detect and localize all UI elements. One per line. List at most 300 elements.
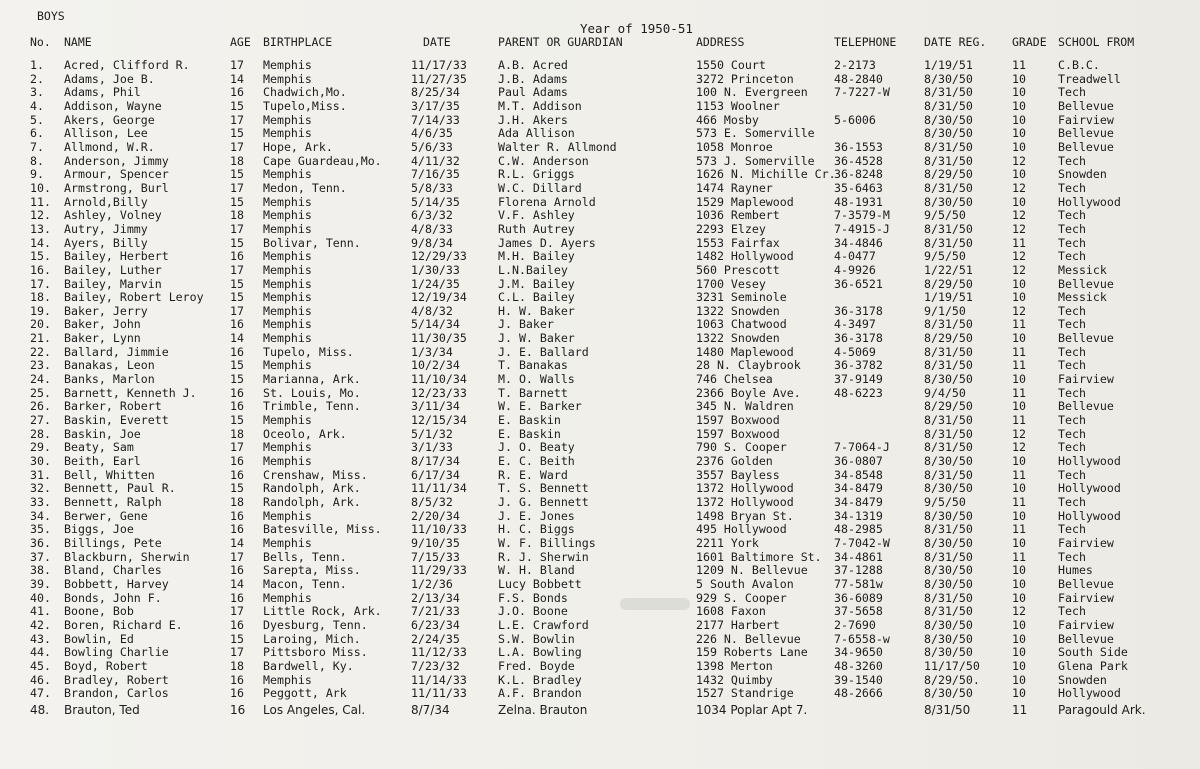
student-birthplace: Oceolo, Ark. (263, 426, 347, 441)
student-number: 16. (30, 262, 51, 277)
table-row (0, 592, 1200, 606)
parent-name: Fred. Boyde (498, 658, 575, 673)
student-age: 16 (230, 317, 244, 332)
student-address: 2366 Boyle Ave. (696, 385, 801, 400)
telephone: 77-581w (834, 576, 883, 591)
birth-date: 11/17/33 (411, 58, 467, 72)
telephone: 37-5658 (834, 604, 883, 619)
student-number: 40. (30, 590, 51, 605)
student-name: Anderson, Jimmy (64, 153, 169, 168)
stamp-mark (620, 598, 690, 610)
student-age: 15 (230, 98, 244, 113)
school-from: C.B.C. (1058, 58, 1100, 72)
grade: 10 (1012, 399, 1026, 414)
table-row (0, 660, 1200, 674)
grade: 12 (1012, 208, 1026, 223)
student-birthplace: Memphis (263, 221, 312, 236)
parent-name: L.A. Bowling (498, 645, 582, 660)
student-age: 14 (230, 576, 244, 591)
parent-name: R. J. Sherwin (498, 549, 589, 564)
parent-name: A.B. Acred (498, 58, 568, 72)
student-name: Bailey, Herbert (64, 249, 169, 264)
table-row (0, 346, 1200, 360)
birth-date: 6/3/32 (411, 208, 453, 223)
date-registered: 8/29/50 (924, 276, 973, 291)
date-registered: 8/31/50 (924, 317, 973, 332)
birth-date: 1/2/36 (411, 576, 453, 591)
telephone: 48-6223 (834, 385, 883, 400)
school-from: Fairview (1058, 617, 1114, 632)
parent-name: M. O. Walls (498, 372, 575, 387)
student-address: 1527 Standrige (696, 686, 794, 701)
table-row (0, 73, 1200, 87)
birth-date: 11/12/33 (411, 645, 467, 660)
table-row (0, 100, 1200, 114)
school-from: Tech (1058, 549, 1086, 564)
student-name: Brandon, Carlos (64, 686, 169, 701)
student-address: 2376 Golden (696, 454, 773, 469)
student-birthplace: Crenshaw, Miss. (263, 467, 368, 482)
table-row (0, 264, 1200, 278)
student-birthplace: Bolivar, Tenn. (263, 235, 361, 250)
school-from: Tech (1058, 495, 1086, 509)
grade: 10 (1012, 98, 1026, 113)
table-row (0, 373, 1200, 387)
school-from: Tech (1058, 317, 1086, 332)
grade: 10 (1012, 290, 1026, 305)
telephone: 34-8479 (834, 495, 883, 509)
date-registered: 8/30/50 (924, 194, 973, 209)
date-registered: 8/29/50 (924, 399, 973, 414)
parent-name: H. W. Baker (498, 303, 575, 318)
date-registered: 8/31/50 (924, 426, 973, 441)
grade: 10 (1012, 276, 1026, 291)
date-registered: 8/31/50 (924, 235, 973, 250)
student-address: 1550 Court (696, 58, 766, 72)
telephone: 4-0477 (834, 249, 876, 264)
student-address: 28 N. Claybrook (696, 358, 801, 373)
school-from: Paragould Ark. (1058, 702, 1146, 717)
parent-name: J. E. Jones (498, 508, 575, 523)
parent-name: E. Baskin (498, 413, 561, 428)
telephone: 36-6089 (834, 590, 883, 605)
student-birthplace: St. Louis, Mo. (263, 385, 361, 400)
school-from: Bellevue (1058, 631, 1114, 646)
school-from: Hollywood (1058, 194, 1121, 209)
table-row (0, 523, 1200, 537)
student-number: 31. (30, 467, 51, 482)
telephone: 36-0807 (834, 454, 883, 469)
table-row (0, 168, 1200, 182)
grade: 10 (1012, 617, 1026, 632)
student-number: 32. (30, 481, 51, 496)
grade: 10 (1012, 71, 1026, 86)
student-name: Bailey, Marvin (64, 276, 162, 291)
student-address: 1553 Fairfax (696, 235, 780, 250)
telephone: 39-1540 (834, 672, 883, 687)
student-age: 16 (230, 344, 244, 359)
student-age: 17 (230, 180, 244, 195)
table-row (0, 86, 1200, 100)
parent-name: T. Barnett (498, 385, 568, 400)
student-name: Brauton, Ted (64, 702, 140, 717)
student-number: 21. (30, 331, 51, 346)
date-registered: 8/30/50 (924, 563, 973, 578)
student-name: Baskin, Everett (64, 413, 169, 428)
grade: 11 (1012, 522, 1026, 537)
student-number: 39. (30, 576, 51, 591)
parent-name: J. E. Ballard (498, 344, 589, 359)
table-row (0, 278, 1200, 292)
table-row (0, 687, 1200, 701)
date-registered: 9/5/50 (924, 495, 966, 509)
grade: 10 (1012, 631, 1026, 646)
grade: 10 (1012, 535, 1026, 550)
telephone: 34-4846 (834, 235, 883, 250)
school-from: Hollywood (1058, 686, 1121, 701)
student-number: 4. (30, 98, 44, 113)
student-number: 12. (30, 208, 51, 223)
date-registered: 8/31/50 (924, 440, 973, 455)
student-name: Armstrong, Burl (64, 180, 169, 195)
student-birthplace: Memphis (263, 440, 312, 455)
date-registered: 8/30/50 (924, 617, 973, 632)
birth-date: 11/10/33 (411, 522, 467, 537)
school-from: Bellevue (1058, 139, 1114, 154)
parent-name: M.T. Addison (498, 98, 582, 113)
date-registered: 8/29/50 (924, 331, 973, 346)
student-birthplace: Trimble, Tenn. (263, 399, 361, 414)
parent-name: T. S. Bennett (498, 481, 589, 496)
student-address: 1372 Hollywood (696, 481, 794, 496)
header-no: No. (30, 35, 51, 49)
birth-date: 11/11/34 (411, 481, 467, 496)
telephone: 34-4861 (834, 549, 883, 564)
student-number: 26. (30, 399, 51, 414)
table-row (0, 455, 1200, 469)
student-age: 15 (230, 126, 244, 141)
birth-date: 12/15/34 (411, 413, 467, 428)
date-registered: 8/30/50 (924, 645, 973, 660)
grade: 10 (1012, 139, 1026, 154)
table-row (0, 633, 1200, 647)
parent-name: W.C. Dillard (498, 180, 582, 195)
student-name: Bradley, Robert (64, 672, 169, 687)
birth-date: 3/11/34 (411, 399, 460, 414)
student-age: 17 (230, 303, 244, 318)
school-from: Tech (1058, 208, 1086, 223)
grade: 12 (1012, 604, 1026, 619)
telephone: 4-5069 (834, 344, 876, 359)
table-row (0, 551, 1200, 565)
grade: 10 (1012, 672, 1026, 687)
telephone: 36-3782 (834, 358, 883, 373)
student-birthplace: Memphis (263, 317, 312, 332)
student-age: 16 (230, 702, 246, 717)
grade: 10 (1012, 481, 1026, 496)
table-row (0, 469, 1200, 483)
student-name: Allison, Lee (64, 126, 148, 141)
table-row (0, 619, 1200, 633)
student-birthplace: Memphis (263, 508, 312, 523)
student-age: 18 (230, 495, 244, 509)
birth-date: 2/13/34 (411, 590, 460, 605)
student-name: Beaty, Sam (64, 440, 134, 455)
student-age: 15 (230, 358, 244, 373)
student-birthplace: Memphis (263, 413, 312, 428)
telephone: 36-8248 (834, 167, 883, 182)
parent-name: K.L. Bradley (498, 672, 582, 687)
student-name: Bennett, Paul R. (64, 481, 176, 496)
student-birthplace: Memphis (263, 208, 312, 223)
date-registered: 8/31/50 (924, 549, 973, 564)
parent-name: F.S. Bonds (498, 590, 568, 605)
student-age: 17 (230, 549, 244, 564)
student-name: Ashley, Volney (64, 208, 162, 223)
table-row (0, 400, 1200, 414)
grade: 10 (1012, 563, 1026, 578)
student-number: 18. (30, 290, 51, 305)
student-address: 1034 Poplar Apt 7. (696, 702, 808, 717)
school-from: South Side (1058, 645, 1128, 660)
school-from: Tech (1058, 344, 1086, 359)
birth-date: 12/29/33 (411, 249, 467, 264)
student-number: 33. (30, 495, 51, 509)
parent-name: E. C. Beith (498, 454, 575, 469)
grade: 10 (1012, 576, 1026, 591)
grade: 11 (1012, 358, 1026, 373)
student-number: 42. (30, 617, 51, 632)
student-address: 1063 Chatwood (696, 317, 787, 332)
header-school-from: SCHOOL FROM (1058, 35, 1135, 49)
student-age: 17 (230, 645, 244, 660)
table-row (0, 59, 1200, 73)
grade: 10 (1012, 194, 1026, 209)
student-name: Bonds, John F. (64, 590, 162, 605)
parent-name: W. E. Barker (498, 399, 582, 414)
date-registered: 8/30/50 (924, 71, 973, 86)
student-name: Bennett, Ralph (64, 495, 162, 509)
table-row (0, 209, 1200, 223)
date-registered: 8/30/50 (924, 686, 973, 701)
telephone: 48-3260 (834, 658, 883, 673)
telephone: 34-8479 (834, 481, 883, 496)
section-label: BOYS (37, 9, 65, 23)
date-registered: 1/19/51 (924, 58, 973, 72)
birth-date: 8/17/34 (411, 454, 460, 469)
student-name: Berwer, Gene (64, 508, 148, 523)
date-registered: 8/31/50 (924, 358, 973, 373)
student-age: 15 (230, 372, 244, 387)
header-age: AGE (230, 35, 251, 49)
birth-date: 4/6/35 (411, 126, 453, 141)
student-number: 44. (30, 645, 51, 660)
parent-name: J.H. Akers (498, 112, 568, 127)
student-age: 17 (230, 262, 244, 277)
table-row (0, 359, 1200, 373)
school-from: Bellevue (1058, 399, 1114, 414)
student-age: 18 (230, 658, 244, 673)
school-from: Hollywood (1058, 508, 1121, 523)
student-birthplace: Los Angeles, Cal. (263, 702, 366, 717)
table-row (0, 578, 1200, 592)
student-birthplace: Memphis (263, 672, 312, 687)
student-name: Banakas, Leon (64, 358, 155, 373)
table-row (0, 605, 1200, 619)
student-address: 3231 Seminole (696, 290, 787, 305)
grade: 12 (1012, 221, 1026, 236)
student-birthplace: Chadwich,Mo. (263, 85, 347, 100)
date-registered: 1/19/51 (924, 290, 973, 305)
grade: 11 (1012, 58, 1026, 72)
student-birthplace: Memphis (263, 276, 312, 291)
header-date-reg: DATE REG. (924, 35, 987, 49)
grade: 10 (1012, 590, 1026, 605)
telephone: 7-3579-M (834, 208, 890, 223)
table-row (0, 237, 1200, 251)
student-birthplace: Hope, Ark. (263, 139, 333, 154)
birth-date: 5/1/32 (411, 426, 453, 441)
parent-name: J.B. Adams (498, 71, 568, 86)
student-age: 17 (230, 139, 244, 154)
student-address: 1597 Boxwood (696, 426, 780, 441)
telephone: 7-7064-J (834, 440, 890, 455)
date-registered: 9/4/50 (924, 385, 966, 400)
student-address: 2211 York (696, 535, 759, 550)
school-from: Tech (1058, 440, 1086, 455)
date-registered: 8/30/50 (924, 576, 973, 591)
student-birthplace: Cape Guardeau,Mo. (263, 153, 382, 168)
date-registered: 8/30/50 (924, 631, 973, 646)
date-registered: 8/31/50 (924, 85, 973, 100)
school-from: Hollywood (1058, 454, 1121, 469)
birth-date: 8/5/32 (411, 495, 453, 509)
student-birthplace: Memphis (263, 303, 312, 318)
student-name: Allmond, W.R. (64, 139, 155, 154)
date-registered: 1/22/51 (924, 262, 973, 277)
student-address: 573 J. Somerville (696, 153, 815, 168)
date-registered: 8/29/50 (924, 167, 973, 182)
student-address: 159 Roberts Lane (696, 645, 808, 660)
parent-name: H. C. Biggs (498, 522, 575, 537)
student-number: 24. (30, 372, 51, 387)
student-address: 495 Hollywood (696, 522, 787, 537)
header-telephone: TELEPHONE (834, 35, 897, 49)
telephone: 35-6463 (834, 180, 883, 195)
school-from: Bellevue (1058, 98, 1114, 113)
student-number: 37. (30, 549, 51, 564)
student-name: Arnold,Billy (64, 194, 148, 209)
student-address: 1432 Quimby (696, 672, 773, 687)
telephone: 7-6558-w (834, 631, 890, 646)
date-registered: 8/31/50 (924, 604, 973, 619)
student-age: 16 (230, 672, 244, 687)
birth-date: 8/25/34 (411, 85, 460, 100)
date-registered: 8/30/50 (924, 508, 973, 523)
school-from: Messick (1058, 290, 1107, 305)
parent-name: J.O. Boone (498, 604, 568, 619)
table-row (0, 537, 1200, 551)
date-registered: 8/30/50 (924, 372, 973, 387)
birth-date: 3/1/33 (411, 440, 453, 455)
telephone: 36-1553 (834, 139, 883, 154)
student-address: 1482 Hollywood (696, 249, 794, 264)
student-age: 16 (230, 686, 244, 701)
student-number: 35. (30, 522, 51, 537)
student-address: 2177 Harbert (696, 617, 780, 632)
parent-name: M.H. Bailey (498, 249, 575, 264)
birth-date: 3/17/35 (411, 98, 460, 113)
student-birthplace: Little Rock, Ark. (263, 604, 382, 619)
student-birthplace: Randolph, Ark. (263, 481, 361, 496)
birth-date: 8/7/34 (411, 702, 450, 717)
parent-name: W. F. Billings (498, 535, 596, 550)
telephone: 36-3178 (834, 331, 883, 346)
grade: 11 (1012, 385, 1026, 400)
student-age: 16 (230, 454, 244, 469)
school-from: Tech (1058, 221, 1086, 236)
student-number: 7. (30, 139, 44, 154)
birth-date: 5/14/35 (411, 194, 460, 209)
student-number: 41. (30, 604, 51, 619)
birth-date: 1/3/34 (411, 344, 453, 359)
birth-date: 12/19/34 (411, 290, 467, 305)
student-address: 1322 Snowden (696, 331, 780, 346)
birth-date: 5/6/33 (411, 139, 453, 154)
student-age: 15 (230, 276, 244, 291)
telephone: 36-3178 (834, 303, 883, 318)
parent-name: Florena Arnold (498, 194, 596, 209)
student-address: 1474 Rayner (696, 180, 773, 195)
table-row (0, 441, 1200, 455)
student-birthplace: Memphis (263, 126, 312, 141)
student-age: 15 (230, 413, 244, 428)
birth-date: 12/23/33 (411, 385, 467, 400)
telephone: 36-6521 (834, 276, 883, 291)
birth-date: 7/16/35 (411, 167, 460, 182)
header-birthplace: BIRTHPLACE (263, 35, 333, 49)
student-address: 1597 Boxwood (696, 413, 780, 428)
parent-name: R.L. Griggs (498, 167, 575, 182)
grade: 10 (1012, 454, 1026, 469)
parent-name: J. W. Baker (498, 331, 575, 346)
school-from: Glena Park (1058, 658, 1128, 673)
student-address: 3557 Bayless (696, 467, 780, 482)
header-parent: PARENT OR GUARDIAN (498, 35, 623, 49)
parent-name: J. G. Bennett (498, 495, 589, 509)
student-number: 47. (30, 686, 51, 701)
student-address: 2293 Elzey (696, 221, 766, 236)
grade: 11 (1012, 495, 1026, 509)
birth-date: 5/14/34 (411, 317, 460, 332)
parent-name: L.E. Crawford (498, 617, 589, 632)
birth-date: 4/11/32 (411, 153, 460, 168)
student-number: 23. (30, 358, 51, 373)
grade: 10 (1012, 167, 1026, 182)
student-age: 16 (230, 522, 244, 537)
birth-date: 9/8/34 (411, 235, 453, 250)
parent-name: C.W. Anderson (498, 153, 589, 168)
school-from: Fairview (1058, 590, 1114, 605)
birth-date: 1/30/33 (411, 262, 460, 277)
student-number: 6. (30, 126, 44, 141)
school-from: Snowden (1058, 167, 1107, 182)
table-row (0, 387, 1200, 401)
student-number: 15. (30, 249, 51, 264)
date-registered: 8/31/50 (924, 467, 973, 482)
school-from: Tech (1058, 604, 1086, 619)
grade: 12 (1012, 303, 1026, 318)
